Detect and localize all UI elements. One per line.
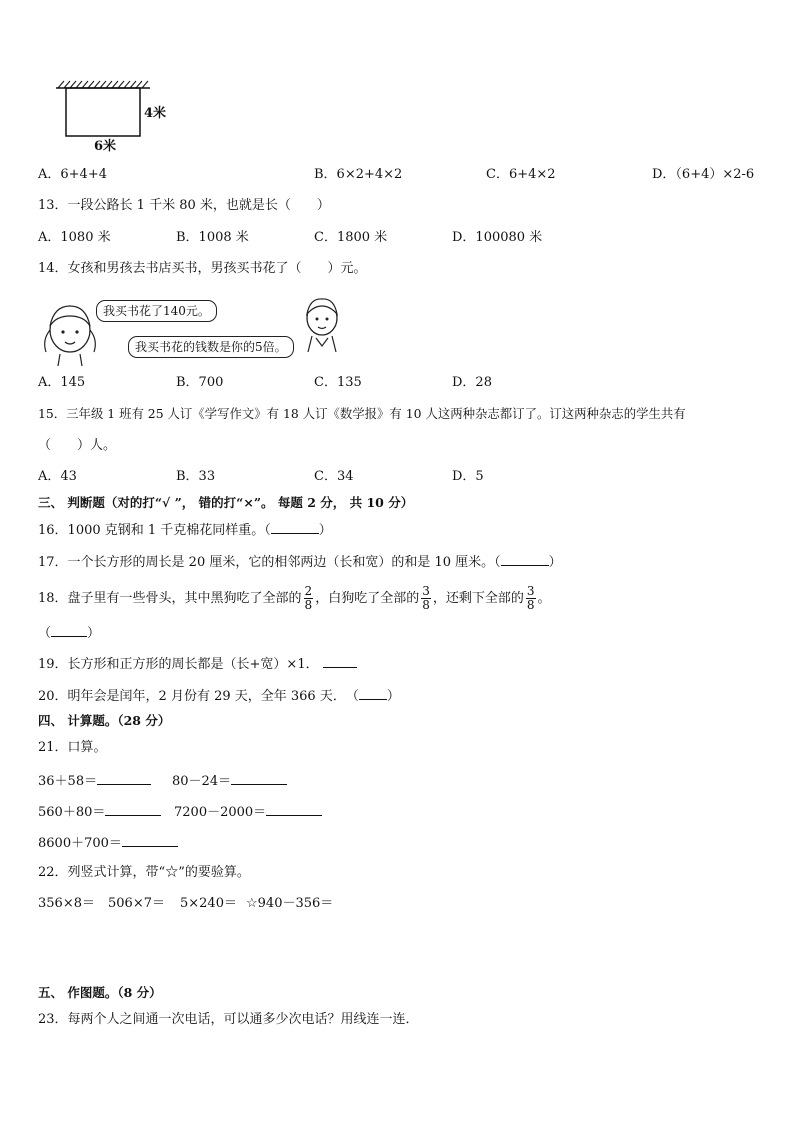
q14-option-a[interactable]: A．145 [38, 375, 86, 390]
q21-blank-3[interactable] [105, 803, 161, 816]
girl-illustration [40, 296, 100, 368]
q18-frac1-den: 8 [304, 598, 313, 612]
q15-question-line2: （ ）人。 [38, 438, 117, 453]
q15-option-b[interactable]: B．33 [176, 469, 216, 484]
q20-text: 20．明年会是闰年，2 月份有 29 天，全年 366 天． （ [38, 689, 359, 704]
q18-part3: ，还剩下全部的 [432, 591, 524, 606]
q15-option-c[interactable]: C．34 [314, 469, 354, 484]
q18-frac2-den: 8 [422, 598, 430, 612]
q21-expr-4: 7200－2000＝ [174, 805, 267, 820]
q16-text: 16．1000 克钢和 1 千克棉花同样重。（ [38, 523, 271, 538]
boy-speech-bubble: 我买书花的钱数是你的5倍。 [128, 336, 294, 358]
q21-blank-2[interactable] [231, 772, 287, 785]
q18-row [38, 582, 551, 616]
q21-item-1 [38, 772, 151, 790]
q17-text: 17．一个长方形的周长是 20 厘米，它的相邻两边（长和宽）的和是 10 厘米。（ [38, 555, 501, 570]
q15-question-line1: 15．三年级 1 班有 25 人订《学写作文》有 18 人订《数学报》有 10 人这两种杂志都订了。订这两种杂志的学生共有 [38, 406, 686, 421]
q21-blank-5[interactable] [122, 834, 178, 847]
q21-item-2 [172, 772, 287, 790]
q20-row [38, 687, 400, 705]
boy-illustration [300, 292, 346, 354]
q17-answer-blank[interactable] [501, 553, 549, 566]
q21-item-5 [38, 834, 178, 852]
q16-answer-blank[interactable] [271, 521, 319, 534]
q12-option-b[interactable]: B．6×2+4×2 [314, 167, 403, 182]
q18-frac1-num: 2 [304, 584, 313, 598]
q21-expr-5: 8600＋700＝ [38, 836, 122, 851]
q16-close: ） [318, 523, 332, 538]
section3-title: 三、 判断题（对的打“√ ”， 错的打“×”。 每题 2 分， 共 10 分） [38, 495, 414, 510]
q18-fraction-1 [304, 585, 314, 612]
q22-title: 22．列竖式计算，带“☆”的要验算。 [38, 865, 250, 880]
q14-option-b[interactable]: B．700 [176, 375, 224, 390]
q16-row [38, 521, 332, 539]
q14-option-d[interactable]: D．28 [452, 375, 492, 390]
q14-option-c[interactable]: C．135 [314, 375, 362, 390]
section5-title: 五、 作图题。（8 分） [38, 985, 162, 1000]
q18-answer-blank[interactable] [51, 624, 87, 637]
q13-option-a[interactable]: A．1080 米 [38, 230, 111, 245]
q17-close: ） [548, 555, 562, 570]
q13-option-b[interactable]: B．1008 米 [176, 230, 249, 245]
q13-question: 13．一段公路长 1 千米 80 米，也就是长（ ） [38, 198, 330, 213]
q20-close: ） [386, 689, 400, 704]
q21-expr-2: 80－24＝ [172, 774, 232, 789]
q18-frac3-den: 8 [526, 598, 535, 612]
q13-option-d[interactable]: D．100080 米 [452, 230, 543, 245]
q23-text: 23．每两个人之间通一次电话，可以通多少次电话？用线连一连． [38, 1012, 419, 1027]
girl-speech-bubble: 我买书花了140元。 [96, 300, 217, 322]
q14-question: 14．女孩和男孩去书店买书，男孩买书花了（ ）元。 [38, 261, 367, 276]
q19-row [38, 655, 357, 673]
q22-item-2: 506×7＝ [108, 896, 165, 911]
q21-title: 21．口算。 [38, 740, 107, 755]
q15-option-d[interactable]: D．5 [452, 469, 484, 484]
q18-frac3-num: 3 [526, 584, 535, 598]
q18-part1: 18．盘子里有一些骨头，其中黑狗吃了全部的 [38, 591, 302, 606]
q12-option-c[interactable]: C．6+4×2 [486, 167, 556, 182]
q22-item-4: ☆940－356＝ [246, 896, 334, 911]
q21-expr-3: 560＋80＝ [38, 805, 106, 820]
q21-blank-4[interactable] [266, 803, 322, 816]
q19-answer-blank[interactable] [323, 655, 357, 668]
q18-answer-row [38, 624, 100, 642]
q20-answer-blank[interactable] [359, 687, 387, 700]
q18-part2: ，白狗吃了全部的 [315, 591, 420, 606]
q21-item-4 [174, 803, 322, 821]
section4-title: 四、 计算题。（28 分） [38, 713, 171, 728]
q12-option-a[interactable]: A．6+4+4 [38, 167, 107, 182]
q22-item-1: 356×8＝ [38, 896, 95, 911]
q21-blank-1[interactable] [97, 772, 151, 785]
q18-answer-close: ） [87, 626, 101, 641]
q15-option-a[interactable]: A．43 [38, 469, 77, 484]
q21-expr-1: 36＋58＝ [38, 774, 98, 789]
q19-text: 19．长方形和正方形的周长都是（长+宽）×1． [38, 657, 319, 672]
q18-fraction-3 [526, 585, 536, 612]
q22-item-3: 5×240＝ [180, 896, 237, 911]
q13-option-c[interactable]: C．1800 米 [314, 230, 388, 245]
q18-answer-open: （ [38, 626, 52, 641]
q18-frac2-num: 3 [422, 584, 430, 598]
q17-row [38, 553, 562, 571]
q18-part4: 。 [537, 591, 551, 606]
q12-option-d[interactable]: D．（6+4）×2-6 [652, 167, 755, 182]
q21-item-3 [38, 803, 161, 821]
width-label: 6米 [94, 139, 117, 154]
height-label: 4米 [144, 106, 167, 121]
q18-fraction-2 [421, 585, 431, 612]
